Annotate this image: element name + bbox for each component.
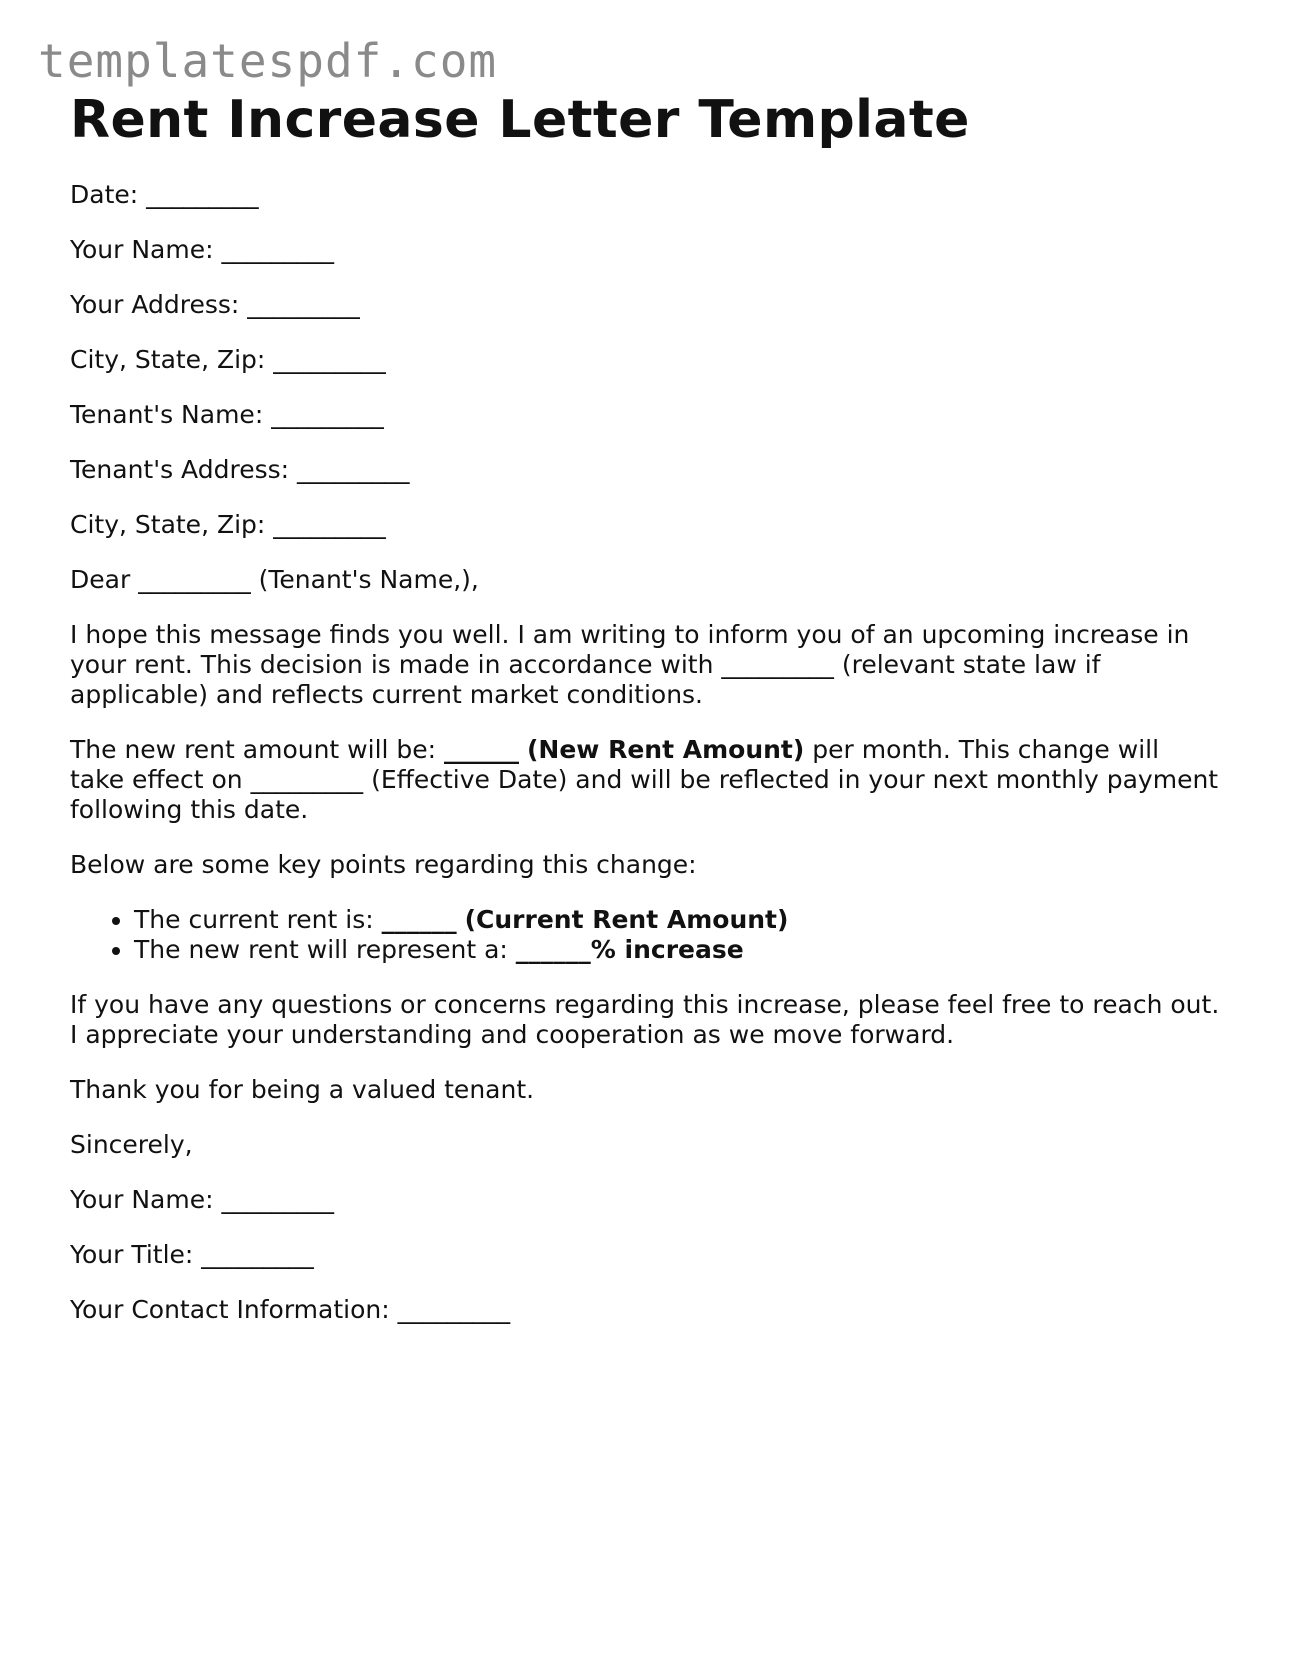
tenant-address-blank: _________ (297, 455, 410, 484)
thanks-line: Thank you for being a valued tenant. (70, 1075, 535, 1104)
percent-blank: ______ (515, 935, 591, 964)
salutation: Dear _________ (Tenant's Name,), (70, 565, 479, 594)
key-points-list (70, 905, 1220, 965)
your-address-blank: _________ (247, 290, 360, 319)
your-name-field: Your Name: _________ (70, 235, 334, 264)
your-name-blank: _________ (221, 235, 334, 264)
current-rent-blank: ______ (381, 905, 457, 934)
signature-title-blank: _________ (201, 1240, 314, 1269)
letter-page (70, 88, 1220, 1350)
signature-name-field: Your Name: _________ (70, 1185, 334, 1214)
closing-line: Sincerely, (70, 1130, 193, 1159)
watermark: templatespdf.com (38, 34, 498, 88)
your-city-blank: _________ (273, 345, 386, 374)
tenant-name-blank: _________ (271, 400, 384, 429)
intro-paragraph: I hope this message finds you well. I am writing to inform you of an upcoming increase in your rent. This decision is made in accordance with _________ (relevant state law if applicable) and reflects current market conditions. (70, 620, 1190, 709)
tenant-address-field: Tenant's Address: _________ (70, 455, 410, 484)
key-points-intro: Below are some key points regarding this change: (70, 850, 697, 879)
list-item: • The new rent will represent a: ______% increase (134, 935, 1220, 965)
salutation-blank: _________ (138, 565, 251, 594)
list-item: • The current rent is: ______ (Current Rent Amount) (134, 905, 1220, 935)
tenant-city-blank: _________ (273, 510, 386, 539)
your-city-state-zip-field: City, State, Zip: _________ (70, 345, 386, 374)
date-field: Date: _________ (70, 180, 259, 209)
new-rent-blank: ______ (444, 735, 520, 764)
letter-body (70, 180, 1220, 1325)
signature-contact-field: Your Contact Information: _________ (70, 1295, 511, 1324)
signature-name-blank: _________ (221, 1185, 334, 1214)
signature-contact-blank: _________ (397, 1295, 511, 1324)
questions-paragraph: If you have any questions or concerns regarding this increase, please feel free to reach out. I appreciate your understanding and cooperation as we move forward. (70, 990, 1220, 1049)
state-law-blank: _________ (721, 650, 834, 679)
tenant-name-field: Tenant's Name: _________ (70, 400, 384, 429)
page-title: Rent Increase Letter Template (70, 90, 970, 150)
effective-date-blank: _________ (250, 765, 364, 794)
your-address-field: Your Address: _________ (70, 290, 360, 319)
signature-title-field: Your Title: _________ (70, 1240, 314, 1269)
tenant-city-state-zip-field: City, State, Zip: _________ (70, 510, 386, 539)
date-blank: _________ (146, 180, 259, 209)
new-rent-paragraph: The new rent amount will be: ______ (New Rent Amount) per month. This change will take effect on _________ (Effective Date) and will be reflected in your next monthly payment following this date. (70, 735, 1219, 824)
